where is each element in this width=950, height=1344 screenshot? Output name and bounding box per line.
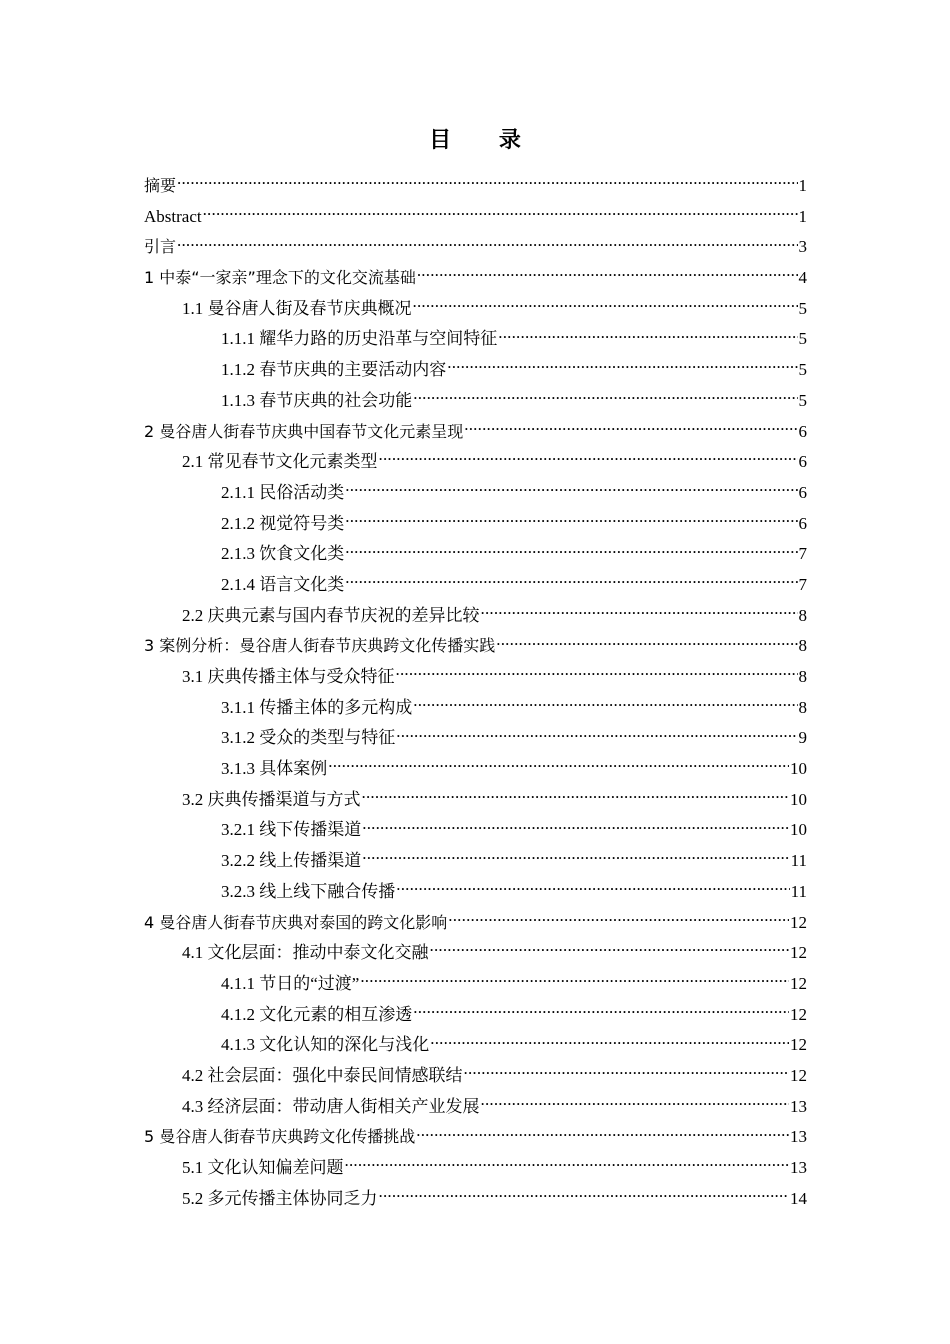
- toc-entry[interactable]: [144, 417, 807, 448]
- toc-entry[interactable]: [144, 1061, 807, 1092]
- dot-leader: [345, 512, 797, 529]
- toc-entry-title: 2.1.3 饮食文化类: [221, 544, 345, 564]
- toc-entry-title: 3.2 庆典传播渠道与方式: [182, 789, 361, 809]
- toc-entry-title: 1.1.3 春节庆典的社会功能: [221, 390, 413, 410]
- toc-entry[interactable]: [144, 263, 807, 294]
- dot-leader: [345, 1156, 790, 1173]
- toc-entry-title: 3.2.1 线下传播渠道: [221, 820, 362, 840]
- toc-entry-title: 引言: [144, 237, 177, 257]
- dot-leader: [430, 1033, 789, 1050]
- toc-entry-title: 4.3 经济层面：带动唐人街相关产业发展: [182, 1096, 480, 1116]
- toc-entry-title: 2 曼谷唐人街春节庆典中国春节文化元素呈现: [144, 421, 464, 441]
- dot-leader: [362, 788, 790, 805]
- toc-entry-page-number: 1: [798, 176, 807, 195]
- toc-entry-title: 4.1.3 文化认知的深化与浅化: [221, 1035, 430, 1055]
- toc-entry-title: 1.1.1 耀华力路的历史沿革与空间特征: [221, 329, 498, 349]
- toc-entry[interactable]: [144, 1030, 807, 1061]
- toc-entry-page-number: 6: [798, 421, 807, 441]
- toc-entry-page-number: 5: [798, 298, 807, 318]
- toc-entry-title: 1.1 曼谷唐人街及春节庆典概况: [182, 298, 412, 318]
- toc-entry-page-number: 6: [798, 513, 807, 533]
- toc-entry[interactable]: [144, 355, 807, 386]
- dot-leader: [447, 358, 797, 375]
- toc-entry-page-number: 1: [798, 206, 807, 226]
- dot-leader: [379, 1187, 790, 1204]
- toc-entry[interactable]: [144, 294, 807, 325]
- dot-leader: [345, 542, 797, 559]
- dot-leader: [413, 696, 797, 713]
- toc-entry[interactable]: [144, 631, 807, 662]
- toc-entry-page-number: 12: [790, 973, 807, 993]
- toc-entry-title: 4.1.1 节日的“过渡”: [221, 973, 360, 993]
- toc-entry[interactable]: [144, 1153, 807, 1184]
- toc-entry-page-number: 10: [790, 789, 807, 809]
- toc-entry[interactable]: [144, 171, 807, 202]
- toc-entry-title: 3.1.2 受众的类型与特征: [221, 728, 396, 748]
- toc-entry-title: 2.1.4 语言文化类: [221, 574, 345, 594]
- toc-entry-page-number: 5: [798, 390, 807, 410]
- dot-leader: [413, 297, 798, 314]
- toc-entry-title: 3.1.1 传播主体的多元构成: [221, 697, 413, 717]
- dot-leader: [362, 818, 789, 835]
- dot-leader: [328, 757, 789, 774]
- toc-entry[interactable]: [144, 202, 807, 233]
- dot-leader: [430, 941, 790, 958]
- dot-leader: [379, 450, 798, 467]
- toc-entry-page-number: 12: [790, 912, 807, 932]
- toc-entry[interactable]: [144, 969, 807, 1000]
- toc-entry-page-number: 10: [790, 759, 807, 779]
- toc-entry[interactable]: [144, 570, 807, 601]
- table-of-contents: [144, 171, 807, 1214]
- toc-entry-title: 3 案例分析：曼谷唐人街春节庆典跨文化传播实践: [144, 636, 496, 656]
- toc-entry[interactable]: [144, 693, 807, 724]
- toc-entry-page-number: 12: [790, 1065, 807, 1085]
- dot-leader: [448, 911, 789, 928]
- toc-entry[interactable]: [144, 1000, 807, 1031]
- toc-entry-page-number: 5: [798, 360, 807, 380]
- toc-entry[interactable]: [144, 815, 807, 846]
- toc-entry[interactable]: [144, 662, 807, 693]
- toc-entry-title: 摘要: [144, 176, 177, 195]
- dot-leader: [464, 420, 797, 437]
- dot-leader: [496, 634, 797, 651]
- dot-leader: [396, 880, 789, 897]
- page-title: 目 录: [429, 128, 541, 153]
- toc-entry-title: 3.1 庆典传播主体与受众特征: [182, 667, 395, 686]
- dot-leader: [464, 1064, 790, 1081]
- toc-entry-title: 1.1.2 春节庆典的主要活动内容: [221, 360, 447, 380]
- toc-entry[interactable]: [144, 846, 807, 877]
- toc-entry-page-number: 10: [790, 820, 807, 840]
- toc-entry-title: 4.1 文化层面：推动中泰文化交融: [182, 943, 429, 963]
- toc-entry-page-number: 11: [790, 851, 807, 871]
- toc-entry[interactable]: [144, 539, 807, 570]
- toc-entry-title: 4.2 社会层面：强化中泰民间情感联结: [182, 1065, 463, 1085]
- toc-entry[interactable]: [144, 601, 807, 632]
- toc-entry-title: 2.2 庆典元素与国内春节庆祝的差异比较: [182, 605, 480, 625]
- dot-leader: [177, 174, 797, 191]
- toc-entry-title: 4 曼谷唐人街春节庆典对泰国的跨文化影响: [144, 912, 448, 932]
- dot-leader: [413, 1003, 789, 1020]
- dot-leader: [481, 604, 798, 621]
- toc-entry[interactable]: [144, 723, 807, 754]
- toc-entry-page-number: 12: [790, 1004, 807, 1024]
- dot-leader: [417, 266, 798, 283]
- toc-entry-page-number: 5: [798, 329, 807, 349]
- toc-entry-title: 4.1.2 文化元素的相互渗透: [221, 1004, 413, 1024]
- toc-entry[interactable]: [144, 324, 807, 355]
- toc-entry-page-number: 6: [798, 452, 807, 472]
- toc-entry[interactable]: [144, 386, 807, 417]
- dot-leader: [481, 1095, 790, 1112]
- toc-entry-page-number: 12: [790, 1035, 807, 1055]
- toc-entry-page-number: 13: [790, 1096, 807, 1116]
- toc-entry-title: Abstract: [144, 206, 202, 226]
- toc-entry-page-number: 8: [798, 697, 807, 717]
- toc-entry[interactable]: [144, 908, 807, 939]
- toc-entry-page-number: 4: [798, 268, 807, 288]
- toc-entry-page-number: 12: [790, 943, 807, 963]
- toc-entry-page-number: 8: [798, 667, 807, 686]
- toc-entry-title: 5.1 文化认知偏差问题: [182, 1158, 344, 1177]
- toc-entry-title: 3.2.3 线上线下融合传播: [221, 881, 396, 901]
- dot-leader: [177, 235, 797, 252]
- toc-entry-page-number: 13: [790, 1158, 807, 1177]
- toc-entry[interactable]: [144, 1184, 807, 1215]
- toc-entry-title: 2.1.2 视觉符号类: [221, 513, 345, 533]
- toc-entry-page-number: 14: [790, 1188, 807, 1208]
- toc-entry-page-number: 11: [790, 881, 807, 901]
- toc-entry-page-number: 7: [798, 544, 807, 564]
- dot-leader: [345, 481, 797, 498]
- toc-entry[interactable]: [144, 877, 807, 908]
- toc-entry[interactable]: [144, 478, 807, 509]
- dot-leader: [396, 665, 798, 682]
- toc-entry-title: 5 曼谷唐人街春节庆典跨文化传播挑战: [144, 1127, 416, 1147]
- toc-entry-title: 5.2 多元传播主体协同乏力: [182, 1188, 378, 1208]
- toc-entry[interactable]: [144, 1122, 807, 1153]
- toc-entry[interactable]: [144, 754, 807, 785]
- toc-entry-title: 3.2.2 线上传播渠道: [221, 851, 362, 871]
- toc-entry-page-number: 13: [790, 1127, 807, 1147]
- toc-entry[interactable]: [144, 447, 807, 478]
- dot-leader: [416, 1125, 789, 1142]
- dot-leader: [345, 573, 797, 590]
- dot-leader: [360, 972, 789, 989]
- dot-leader: [498, 327, 797, 344]
- toc-entry[interactable]: [144, 232, 807, 263]
- toc-entry-title: 2.1.1 民俗活动类: [221, 482, 345, 502]
- toc-entry[interactable]: [144, 938, 807, 969]
- dot-leader: [396, 726, 797, 743]
- toc-entry-page-number: 9: [798, 728, 807, 748]
- dot-leader: [362, 849, 789, 866]
- toc-entry-page-number: 8: [798, 605, 807, 625]
- toc-entry[interactable]: [144, 509, 807, 540]
- toc-entry[interactable]: [144, 785, 807, 816]
- toc-entry-title: 1 中泰“一家亲”理念下的文化交流基础: [144, 268, 416, 288]
- toc-entry[interactable]: [144, 1092, 807, 1123]
- dot-leader: [413, 389, 797, 406]
- toc-entry-page-number: 3: [798, 237, 807, 257]
- toc-entry-title: 3.1.3 具体案例: [221, 759, 328, 779]
- toc-entry-title: 2.1 常见春节文化元素类型: [182, 452, 378, 472]
- dot-leader: [203, 205, 798, 222]
- toc-entry-page-number: 7: [798, 574, 807, 594]
- toc-entry-page-number: 8: [798, 636, 807, 656]
- toc-entry-page-number: 6: [798, 482, 807, 502]
